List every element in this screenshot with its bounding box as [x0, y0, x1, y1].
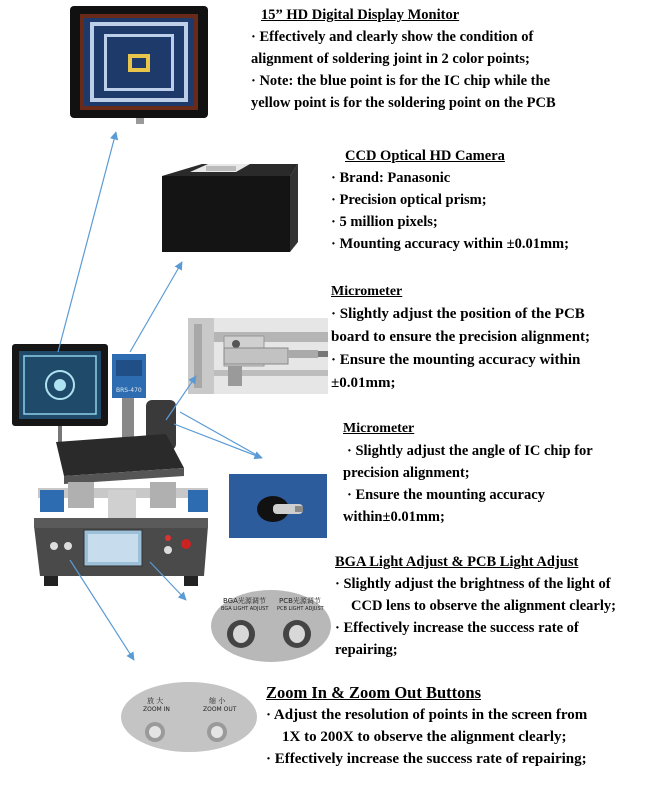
- pcb-light-label: PCB光源调节: [279, 597, 321, 605]
- micrometer-pcb-line-2: board to ensure the precision alignment;: [331, 329, 591, 345]
- monitor-line-1: · Effectively and clearly show the condition of: [251, 29, 534, 45]
- monitor-line-3: · Note: the blue point is for the IC chip while the: [251, 73, 550, 89]
- bga-light-label: BGA光源调节: [223, 597, 266, 605]
- light-adjust-callout: [335, 551, 616, 661]
- camera-line-3: · 5 million pixels;: [331, 214, 438, 230]
- zoom-in-label: 放 大: [147, 697, 164, 705]
- monitor-callout: [251, 4, 556, 114]
- zoom-title: Zoom In & Zoom Out Buttons: [266, 683, 481, 702]
- light-adjust-title: BGA Light Adjust & PCB Light Adjust: [335, 554, 579, 570]
- micrometer-ic-line-4: within±0.01mm;: [343, 509, 445, 525]
- micrometer-ic-line-2: precision alignment;: [343, 465, 470, 481]
- arrow-camera: [130, 262, 182, 352]
- micrometer-pcb-callout: [331, 280, 590, 395]
- micrometer-ic-line-3: · Ensure the mounting accuracy: [347, 487, 545, 503]
- light-adjust-line-4: repairing;: [335, 642, 398, 658]
- zoom-callout: [266, 682, 587, 770]
- camera-line-2: · Precision optical prism;: [331, 192, 487, 208]
- camera-line-1: · Brand: Panasonic: [331, 170, 451, 186]
- zoom-line-1: · Adjust the resolution of points in the screen from: [266, 707, 588, 723]
- camera-title: CCD Optical HD Camera: [345, 148, 505, 164]
- light-adjust-line-3: · Effectively increase the success rate of: [335, 620, 579, 636]
- zoom-panel-photo: [121, 682, 257, 752]
- micrometer-ic-title: Micrometer: [343, 421, 415, 436]
- zoom-out-sublabel: ZOOM OUT: [203, 706, 237, 713]
- zoom-line-3: · Effectively increase the success rate of repairing;: [266, 751, 587, 767]
- micrometer-ic-photo: [229, 474, 327, 538]
- micrometer-ic-callout: [343, 418, 593, 528]
- micrometer-pcb-line-4: ±0.01mm;: [331, 375, 396, 391]
- light-adjust-line-2: CCD lens to observe the alignment clearly;: [351, 598, 616, 614]
- zoom-out-label: 缩 小: [209, 697, 226, 705]
- monitor-line-2: alignment of soldering joint in 2 color points;: [251, 51, 530, 67]
- micrometer-ic-line-1: · Slightly adjust the angle of IC chip for: [347, 443, 593, 459]
- camera-photo: [150, 158, 300, 256]
- micrometer-pcb-line-1: · Slightly adjust the position of the PCB: [331, 306, 585, 322]
- camera-line-4: · Mounting accuracy within ±0.01mm;: [331, 236, 569, 252]
- zoom-line-2: 1X to 200X to observe the alignment clearly;: [282, 729, 567, 745]
- machine-photo: [8, 340, 218, 590]
- machine-camera-label: BRS-470: [116, 387, 142, 394]
- bga-light-sublabel: BGA LIGHT ADJUST: [221, 606, 269, 612]
- monitor-line-4: yellow point is for the soldering point on the PCB: [251, 95, 556, 111]
- pcb-light-sublabel: PCB LIGHT ADJUST: [277, 606, 324, 612]
- light-adjust-photo: [211, 590, 331, 662]
- camera-callout: [331, 145, 569, 255]
- micrometer-pcb-line-3: · Ensure the mounting accuracy within: [331, 352, 581, 368]
- micrometer-pcb-title: Micrometer: [331, 284, 403, 299]
- monitor-title: 15” HD Digital Display Monitor: [261, 7, 460, 23]
- light-adjust-line-1: · Slightly adjust the brightness of the light of: [335, 576, 611, 592]
- monitor-photo: [70, 4, 210, 124]
- arrow-monitor: [58, 132, 116, 352]
- zoom-in-sublabel: ZOOM IN: [143, 706, 170, 713]
